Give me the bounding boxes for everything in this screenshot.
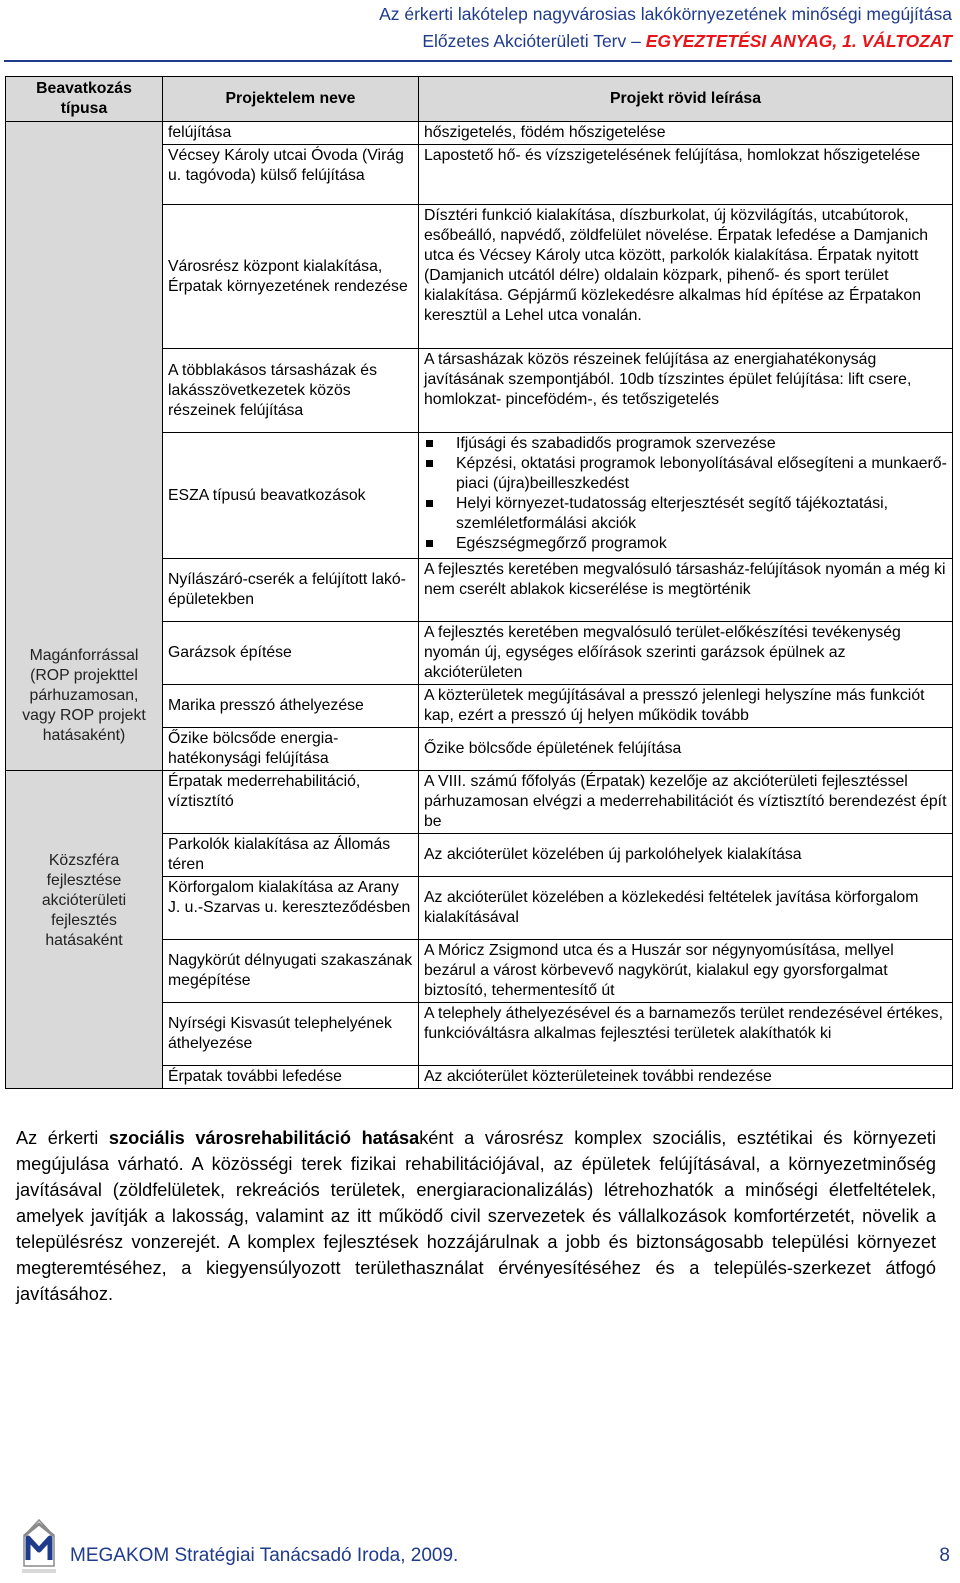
project-name: ESZA típusú beavatkozások: [163, 433, 419, 559]
group-cell-private: [6, 122, 163, 771]
project-desc: A VIII. számú főfolyás (Érpatak) kezelője az akcióterületi fejlesztéssel párhuzamosan elvégzi a mederrehabilitációt és víztisztító berendezést épít be: [419, 771, 953, 834]
col-header-desc: Projekt rövid leírása: [419, 77, 953, 122]
document-subtitle: [0, 31, 952, 52]
footer-text: MEGAKOM Stratégiai Tanácsadó Iroda, 2009.: [70, 1545, 459, 1566]
project-desc: Lapostető hő- és vízszigetelésének felújítása, homlokzat hőszigetelése: [419, 145, 953, 205]
col-header-type: Beavatkozás típusa: [6, 77, 163, 122]
project-desc: [419, 433, 953, 559]
project-desc: hőszigetelés, födém hőszigetelése: [419, 122, 953, 145]
group-label: Közszféra fejlesztése akcióterületi fejlesztés hatásaként: [41, 852, 127, 949]
project-desc: Az akcióterület közterületeinek további rendezése: [419, 1066, 953, 1089]
project-name: Körforgalom kialakítása az Arany J. u.-Szarvas u. kereszteződésben: [163, 877, 419, 940]
table-row: [6, 771, 953, 834]
project-name: A többlakásos társasházak és lakásszövetkezetek közös részeinek felújítása: [163, 349, 419, 433]
paragraph-intro: Az érkerti: [16, 1128, 109, 1148]
project-name: Érpatak további lefedése: [163, 1066, 419, 1089]
list-item: Egészségmegőrző programok: [456, 534, 947, 554]
paragraph-body: ként a városrész komplex szociális, esztétikai és környezeti megújulása várható. A közösségi terek fizikai rehabilitációjával, az épületek felújításával, a környezetminőség javításával (zöldfelületek, rekreációs területek, energiaracionalizálás) létrehozhatók a minőségi életfeltételek, amelyek javítják a lakosság, valamint az itt működő civil szervezetek és vállalkozások komfortérzetét, növelik a településrész vonzerejét. A komplex fejlesztések hozzájárulnak a jobb és biztonságosabb települési környezet megteremtéséhez, a kiegyensúlyozott területhasználat érvényesítéséhez és a település-szerkezet átfogó javításához.: [16, 1128, 936, 1304]
table-header-row: [6, 77, 953, 122]
list-item: Képzési, oktatási programok lebonyolításával elősegíteni a munkaerő-piaci (újra)beilleszkedést: [456, 455, 947, 492]
project-desc: Az akcióterület közelében új parkolóhelyek kialakítása: [419, 834, 953, 877]
esza-bullet-list: [424, 434, 947, 554]
project-name: Őzike bölcsőde energia-hatékonysági felújítása: [163, 728, 419, 771]
summary-paragraph: [16, 1125, 936, 1307]
project-desc: A telephely áthelyezésével és a barnamezős terület rendezésével értékes, funkcióváltásra alkalmas fejlesztési területek alakíthatók ki: [419, 1003, 953, 1066]
page-number: 8: [939, 1545, 950, 1566]
project-name: Érpatak mederrehabilitáció, víztisztító: [163, 771, 419, 834]
list-item: Helyi környezet-tudatosság elterjesztését segítő tájékoztatási, szemléletformálási akciók: [456, 494, 947, 534]
project-desc: A fejlesztés keretében megvalósuló társasház-felújítások nyomán a még ki nem cserélt ablakok kicserélése is megtörténik: [419, 559, 953, 622]
col-header-name: Projektelem neve: [163, 77, 419, 122]
header-divider: [4, 60, 952, 62]
project-name: Nyírségi Kisvasút telephelyének áthelyezése: [163, 1003, 419, 1066]
project-name: Vécsey Károly utcai Óvoda (Virág u. tagóvoda) külső felújítása: [163, 145, 419, 205]
list-item: Ifjúsági és szabadidős programok szervezése: [456, 434, 947, 454]
group-label: Magánforrással (ROP projekttel párhuzamosan, vagy ROP projekt hatásaként): [22, 647, 146, 744]
project-desc: Dísztéri funkció kialakítása, díszburkolat, új közvilágítás, utcabútorok, esőbeálló, napvédő, zöldfelület növelése. Érpatak lefedése a Damjanich utca és Vécsey Károly utca között, parkolók kialakítása. Érpatak nyitott (Damjanich utcától délre) oldalain közpark, pihenő- és sport terület kialakítása. Gépjármű közlekedésre alkalmas híd építése az Érpatakon keresztül a Lehel utca vonalán.: [419, 205, 953, 349]
group-cell-public: [6, 771, 163, 1089]
project-table: [5, 76, 953, 1089]
project-desc: Az akcióterület közelében a közlekedési feltételek javítása körforgalom kialakításával: [419, 877, 953, 940]
document-title: Az érkerti lakótelep nagyvárosias lakókörnyezetének minőségi megújítása: [379, 4, 952, 24]
project-name: Városrész központ kialakítása, Érpatak környezetének rendezése: [163, 205, 419, 349]
megakom-logo-icon: [14, 1516, 64, 1576]
project-name: Garázsok építése: [163, 622, 419, 685]
project-desc: A közterületek megújításával a presszó jelenlegi helyszíne más funkciót kap, ezért a presszó új helyen működik tovább: [419, 685, 953, 728]
project-desc: A fejlesztés keretében megvalósuló terület-előkészítési tevékenység nyomán új, egységes előírások szerinti garázsok épülnek az akcióterületen: [419, 622, 953, 685]
project-desc: A Móricz Zsigmond utca és a Huszár sor négynyomúsítása, mellyel bezárul a várost körbevevő nagykörút, kialakul egy gyorsforgalmat biztosító, tehermentesítő út: [419, 940, 953, 1003]
subtitle-prefix: Előzetes Akcióterületi Terv –: [422, 31, 646, 51]
project-desc: Őzike bölcsőde épületének felújítása: [419, 728, 953, 771]
table-row: [6, 122, 953, 145]
project-name: Parkolók kialakítása az Állomás téren: [163, 834, 419, 877]
project-name: Nagykörút délnyugati szakaszának megépítése: [163, 940, 419, 1003]
project-desc: A társasházak közös részeinek felújítása az energiahatékonyság javításának szempontjából. 10db tízszintes épület felújítása: lift csere, homlokzat- pincefödém-, és tetőszigetelés: [419, 349, 953, 433]
project-name: Nyílászáró-cserék a felújított lakó-épületekben: [163, 559, 419, 622]
project-name: felújítása: [163, 122, 419, 145]
draft-status-label: EGYEZTETÉSI ANYAG, 1. VÁLTOZAT: [645, 31, 952, 51]
project-name: Marika presszó áthelyezése: [163, 685, 419, 728]
paragraph-bold-term: szociális városrehabilitáció hatása: [108, 1128, 420, 1148]
